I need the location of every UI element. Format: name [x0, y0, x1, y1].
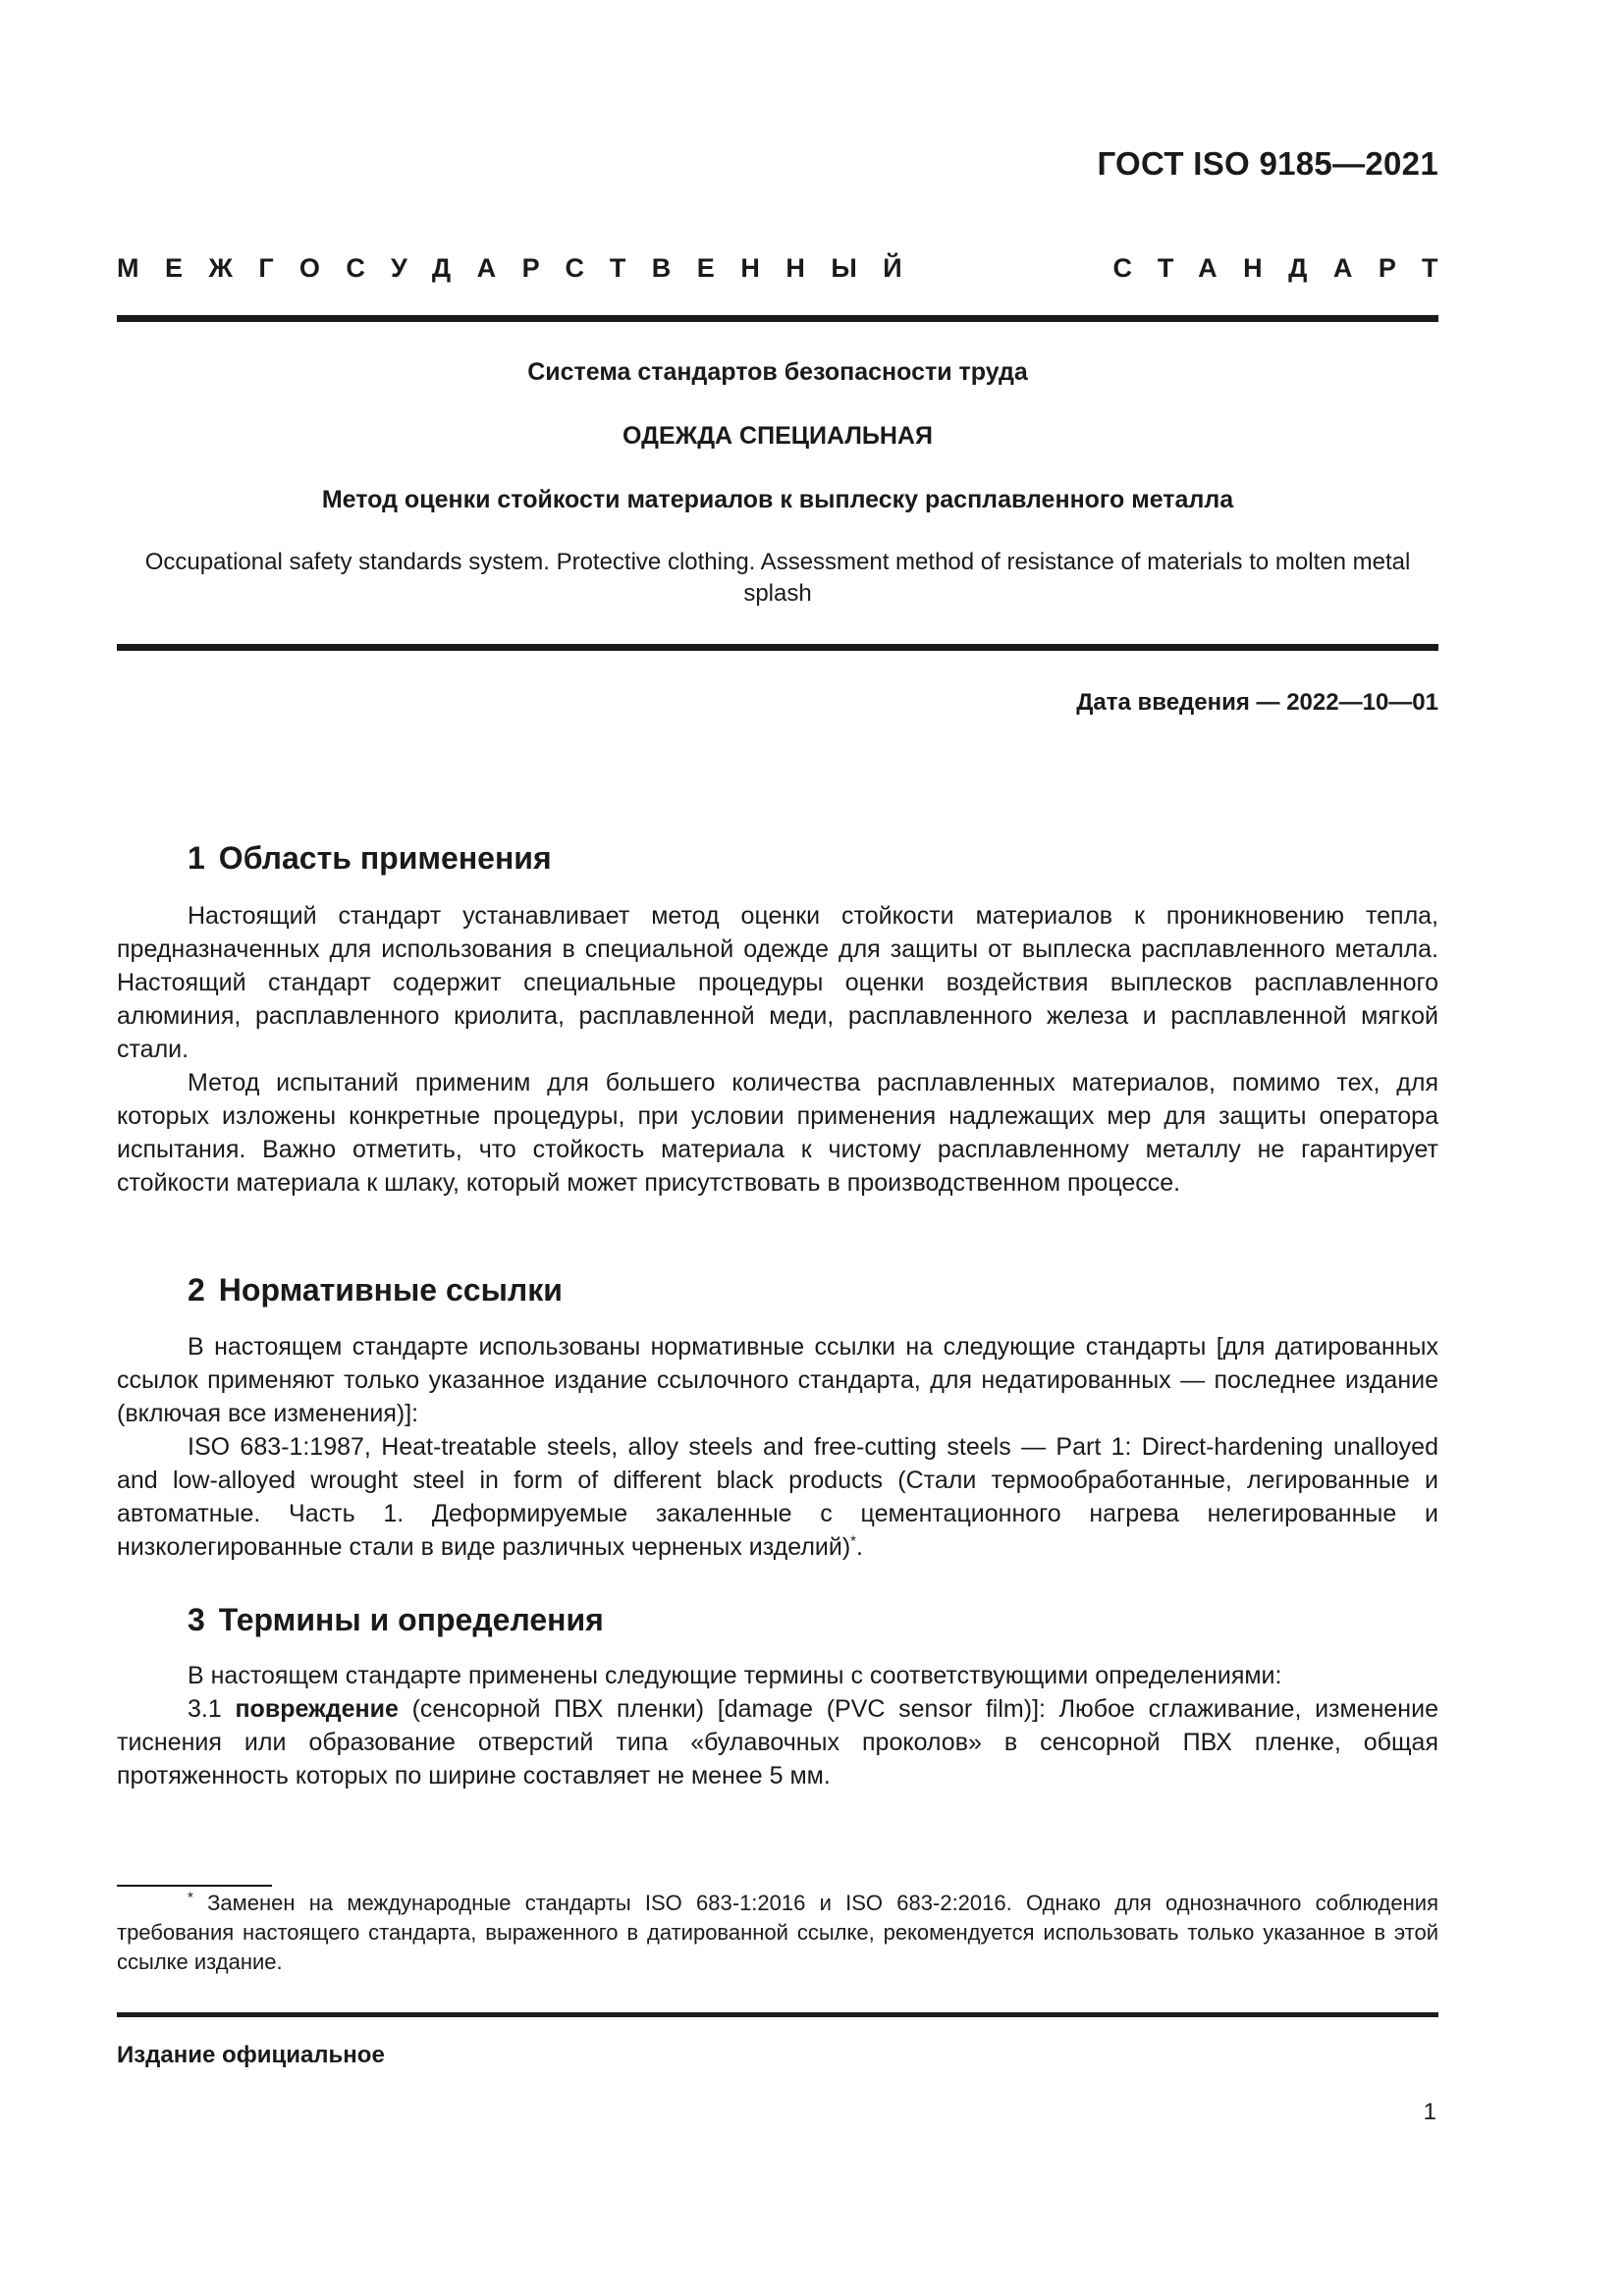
- top-divider: [117, 315, 1438, 322]
- term-definition: [117, 1692, 1438, 1792]
- section-1-body: [117, 899, 1438, 1200]
- footnote-separator: [117, 1885, 272, 1887]
- series-title: Система стандартов безопасности труда: [527, 358, 1028, 386]
- section-title: Термины и определения: [218, 1602, 604, 1637]
- introduction-date: Дата введения — 2022—10—01: [1076, 689, 1438, 716]
- section-title: Область применения: [218, 840, 552, 876]
- paragraph: Настоящий стандарт устанавливает метод оценки стойкости материалов к проникновению тепла, предназначенных для использования в специальной одежде для защиты от выплеска расплавленного металла. Настоящий стандарт содержит специальные процедуры оценки воздействия выплесков расплавленного алюминия, расплавленного криолита, расплавленной меди, расплавленного железа и расплавленной мягкой стали.: [117, 902, 1438, 1063]
- section-title: Нормативные ссылки: [218, 1272, 563, 1308]
- paragraph: В настоящем стандарте использованы нормативные ссылки на следующие стандарты [для датированных ссылок применяют только указанное издание ссылочного стандарта, для недатированных — последнее издание (включая все изменения)]:: [117, 1333, 1438, 1427]
- paragraph: В настоящем стандарте применены следующие термины с соответствующими определениями:: [188, 1662, 1282, 1689]
- section-3-body: [117, 1659, 1438, 1792]
- footnote-text: Заменен на международные стандарты ISO 683-1:2016 и ISO 683-2:2016. Однако для однозначного соблюдения требования настоящего стандарта, выраженного в датированной ссылке, рекомендуется использовать только указанное в этой ссылке издание.: [117, 1891, 1438, 1974]
- title-divider: [117, 644, 1438, 651]
- official-edition-label: Издание официальное: [117, 2042, 385, 2068]
- reference-paragraph: [117, 1430, 1438, 1564]
- bottom-divider: [117, 2012, 1438, 2017]
- interstate-standard-heading: [117, 253, 1464, 284]
- term-number: 3.1: [188, 1695, 222, 1723]
- page-number: 1: [1423, 2099, 1436, 2125]
- section-number: 2: [188, 1272, 205, 1308]
- section-number: 3: [188, 1602, 205, 1637]
- section-1-heading: [188, 840, 552, 877]
- paragraph: Метод испытаний применим для большего количества расплавленных материалов, помимо тех, для которых изложены конкретные процедуры, при условии применения надлежащих мер для защиты оператора испытания. Важно отметить, что стойкость материала к чистому расплавленному металлу не гарантирует стойкости материала к шлаку, который может присутствовать в производственном процессе.: [117, 1069, 1438, 1197]
- standard-word: СТАНДАРТ: [1112, 253, 1464, 283]
- main-title: ОДЕЖДА СПЕЦИАЛЬНАЯ: [623, 422, 933, 450]
- english-title: Occupational safety standards system. Protective clothing. Assessment method of resistance of materials to molten metal splash: [144, 549, 1411, 607]
- document-page: [117, 0, 1464, 2296]
- section-3-heading: [188, 1602, 604, 1638]
- standard-designation: ГОСТ ISO 9185—2021: [1097, 145, 1438, 182]
- reference-text: ISO 683-1:1987, Heat-treatable steels, alloy steels and free-cutting steels — Part 1: Direct-hardening unalloyed and low-alloyed wrought steel in form of different black products (Стали термообработанные, легированные и автоматные. Часть 1. Деформируемые закаленные с цементационного нагрева нелегированные и низколегированные стали в виде различных черненых изделий): [117, 1433, 1438, 1561]
- footnote-paragraph: [117, 1889, 1438, 1977]
- reference-end: .: [856, 1533, 863, 1561]
- section-number: 1: [188, 840, 205, 876]
- footnote-mark: *: [188, 1889, 193, 1906]
- footnote: [117, 1889, 1438, 1977]
- section-2-heading: [188, 1272, 563, 1308]
- term-name: повреждение: [235, 1695, 399, 1723]
- document-subtitle: Метод оценки стойкости материалов к выплеску расплавленного металла: [321, 486, 1234, 513]
- section-2-body: [117, 1330, 1438, 1564]
- interstate-word: МЕЖГОСУДАРСТВЕННЫЙ: [117, 253, 929, 283]
- term-text: (сенсорной ПВХ пленки) [damage (PVC sensor film)]: Любое сглаживание, изменение тиснения или образование отверстий типа «булавочных проколов» в сенсорной ПВХ пленке, общая протяженность которых по ширине составляет не менее 5 мм.: [117, 1695, 1438, 1789]
- footnote-marker: *: [850, 1532, 856, 1550]
